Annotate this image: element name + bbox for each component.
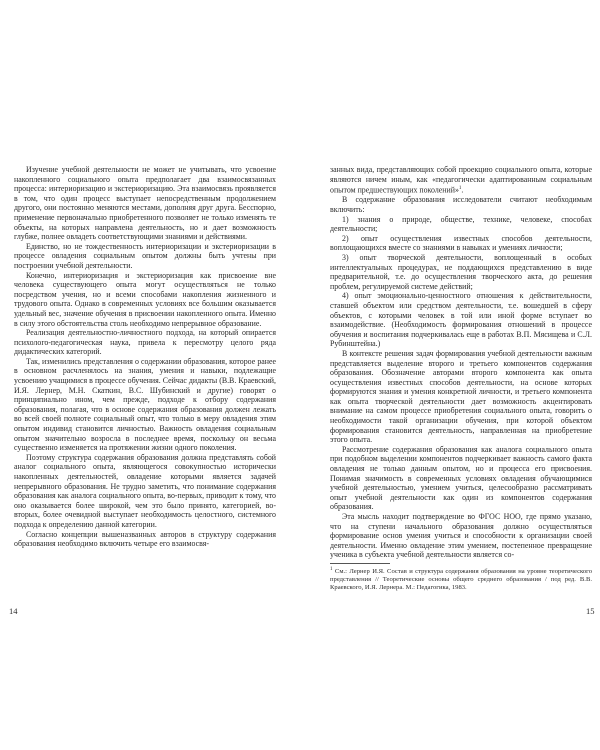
paragraph-continued: занных вида, представляющих собой проекцию социального опыта, которые являются ничем иным, как «педагогически адаптированным социальным опытом предшествующих поколений»$^1$. [330, 165, 592, 195]
list-item: 4) опыт эмоционально-ценностного отношения к действительности, ставшей объектом или средством деятельности, т.е. вошедшей в сферу объектов, с которыми человек в той или иной форме вступает во взаимодействие. (Необходимость формирования отношений в процессе обучения и воспитания подчеркивалась еще в работах В.П. Мясищева и С.Л. Рубинштейна.) [330, 291, 592, 349]
list-item: 1) знания о природе, обществе, технике, человеке, способах деятельности; [330, 214, 592, 234]
right-page [330, 165, 592, 592]
paragraph: Поэтому структура содержания образования должна представлять собой аналог социального опыта, являющегося совокупностью исторически накопленных деятельностей, овладение которыми является задачей непрерывного образования. Не трудно заметить, что понимание содержания образования как аналога социального опыта, во-первых, приводит к тому, что оно оказывается более широкой, чем это было принято, категорией, во-вторых, более очевидной выступает необходимость целостного, системного подхода к определению данной категории. [14, 452, 276, 529]
paragraph: Эта мысль находит подтверждение во ФГОС НОО, где прямо указано, что на ступени начального образования должно осуществляться формирование основ умения учиться и способности к организации своей деятельности. Именно овладение этим умением, постепенное превращение ученика в субъекта учебной деятельности является со- [330, 512, 592, 560]
list-item: 2) опыт осуществления известных способов деятельности, воплощающихся вместе со знаниями в навыках и умениях личности; [330, 233, 592, 253]
paragraph: Рассмотрение содержания образования как аналога социального опыта при подобном выделении компонентов подчеркивает важность самого факта овладения не только данным опытом, но и процесса его присвоения. Понимая значимость в современных условиях овладения обучающимися учебной деятельностью, умением учиться, целесообразно рассматривать опыт учебной деятельности как один из компонентов содержания образования. [330, 444, 592, 512]
footnote [330, 566, 592, 592]
paragraph: Реализация деятельностно-личностного подхода, на который опирается психолого-педагогическая наука, привела к пересмотру целого ряда дидактических категорий. [14, 328, 276, 357]
footnote-number: 1 [330, 566, 333, 572]
paragraph-text: занных вида, представляющих собой проекцию социального опыта, которые являются ничем иным, как «педагогически адаптированным социальным опытом предшествующих поколений» [330, 165, 592, 195]
paragraph: В контексте решения задач формирования учебной деятельности важным представляется выделение второго и третьего компонентов содержания образования. Обозначение авторами второго компонента как опыта осуществления известных способов деятельности, на основе которых формируются знания и умения конкретной личности, и третьего компонента как опыта творческой деятельности дает возможность акцентировать внимание на самом процессе приобретения социального опыта, говорить о необходимости такой организации обучения, при которой объектом формирования становится деятельность, направленная на приобретение этого опыта. [330, 348, 592, 445]
paragraph: Единство, но не тождественность интериоризации и экстериоризации в процессе овладения социальным опытом должны быть учтены при построении учебной деятельности. [14, 241, 276, 270]
paragraph: Изучение учебной деятельности не может не учитывать, что усвоение накопленного социального опыта предполагает два взаимосвязанных процесса: интериоризацию и экстериоризацию. Эта взаимосвязь проявляется в том, что один процесс выступает непосредственным продолжением другого, они постоянно меняются местами, дополняя друг друга. Бесспорно, применение первоначально приобретенного позволяет не только изменять те объекты, на которых направлена деятельность, но и дает возможность глубже, полнее овладеть соответствующими знаниями и действиями. [14, 165, 276, 242]
paragraph: Согласно концепции вышеназванных авторов в структуру содержания образования необходимо включить четыре его взаимосвя- [14, 529, 276, 549]
left-page [14, 165, 276, 549]
page-number-right: 15 [586, 606, 595, 616]
list-item: 3) опыт творческой деятельности, воплощенный в особых интеллектуальных процедурах, не поддающихся представлению в виде предварительной, т.е. до осуществления творческого акта, до решения проблем, регулируемой системе действий; [330, 252, 592, 291]
paragraph: Так, изменились представления о содержании образования, которое ранее в основном расчленялось на знания, умения и навыки, подлежащие усвоению учащимися в процессе обучения. Сейчас дидакты (В.В. Краевский, И.Я. Лернер, М.Н. Скаткин, В.С. Шубинский и другие) говорят о принципиально ином, чем прежде, подходе к отбору содержания образования, полагая, что в основе содержания образования должен лежать во всей своей полноте социальный опыт, что только в меру овладения этим опытом индивид становится личностью. Важность овладения социальным опытом значительно возросла в последнее время, поскольку он весьма существенно изменяется на протяжении жизни одного поколения. [14, 356, 276, 453]
paragraph: В содержание образования исследователи считают необходимым включить: [330, 195, 592, 214]
footnote-marker: 1 [458, 186, 462, 192]
footnote-rule [330, 563, 390, 564]
page-number-left: 14 [9, 606, 18, 616]
paragraph: Конечно, интериоризация и экстериоризация как присвоение вне человека существующего опыта могут осуществляться не только посредством учения, но и всеми способами накопления жизненного и трудового опыта. Однако в современных условиях все большим оказывается удельный вес, значение обучения в присвоении накопленного опыта. Именно в силу этого обстоятельства столь необходимо непрерывное образование. [14, 270, 276, 328]
footnote-text: См.: Лернер И.Я. Состав и структура содержания образования на уровне теоретического представления // Теоретические основы общего среднего образования / под ред. В.В. Краевского, И.Я. Лернера. М.: Педагогика, 1983. [330, 568, 593, 592]
